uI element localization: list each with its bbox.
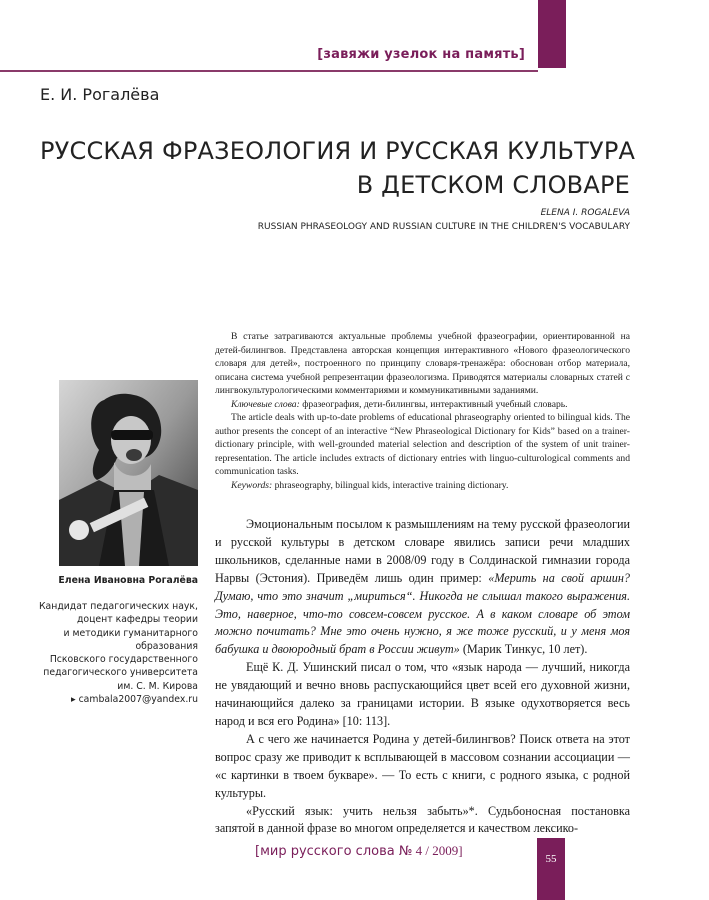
- title-line-2: В ДЕТСКОМ СЛОВАРЕ: [356, 171, 630, 199]
- author-info-line: и методики гуманитарного: [63, 627, 198, 639]
- author-info-line: образования: [135, 640, 198, 652]
- header-rule: [0, 70, 538, 72]
- page-number: 55: [545, 853, 557, 865]
- author-info-line: Псковского государственного: [49, 654, 198, 666]
- article-title: [40, 134, 636, 202]
- author-name-en: ELENA I. ROGALEVA: [540, 208, 630, 218]
- abstract-ru: В статье затрагиваются актуальные проблемы учебной фразеографии, ориентированной на детей-билингвов. Представлена авторская концепция интерактивного «Нового фразеологического словаря для детей», построенного по принципу словаря-тренажёра: обоснован отбор материала, описана система учебной репрезентации фразеологизма. Приводятся материалы словарных статей с лингвокультурологическими комментариями и коммуникативными заданиями.: [215, 331, 630, 396]
- keywords-ru: Ключевые слова: фразеография, дети-билингвы, интерактивный учебный словарь.: [231, 398, 568, 410]
- author-card-info: [35, 600, 198, 706]
- abstract: [215, 330, 630, 492]
- body-paragraph-2: Ещё К. Д. Ушинский писал о том, что «язык народа — лучший, никогда не увядающий и вечно вновь распускающийся цвет всей его духовной жизни, начинающийся далеко за границами истории. В языке одухотворяется весь народ и вся его Родина» [10: 113].: [215, 660, 630, 728]
- keywords-en: Keywords: phraseography, bilingual kids, interactive training dictionary.: [231, 479, 509, 491]
- author-info-line: Кандидат педагогических наук,: [38, 601, 198, 612]
- author-info-line: им. С. М. Кирова: [117, 680, 198, 692]
- article-title-en: RUSSIAN PHRASEOLOGY AND RUSSIAN CULTURE IN THE CHILDREN'S VOCABULARY: [257, 222, 630, 232]
- journal-footer: [255, 843, 463, 859]
- author-photo: [59, 380, 198, 566]
- author-card-name: Елена Ивановна Рогалёва: [58, 575, 198, 586]
- body-paragraph-1: Эмоциональным посылом к размышлениям на тему русской фразеологии и русской культуры в детском словаре явились записи речи младших школьников, сделанные нами в 2008/09 году в Солдинаской гимназии города Нарвы (Эстония). Приведём лишь один пример: «Мерить на свой аршин? Думаю, что это значит „мириться“. Никогда не слышал такого выражения. Это, наверное, что-то совсем-совсем русское. А в каком словаре об этом можно почитать? Мне это очень нужно, я же тоже русский, и у меня моя бабушка и двоюродный брат в России живут» (Марик Тинкус, 10 лет).: [215, 517, 630, 657]
- bottom-tab-marker: [537, 838, 565, 900]
- section-heading: [завяжи узелок на память]: [317, 47, 525, 62]
- author-photo-image: [59, 380, 198, 566]
- top-tab-marker: [538, 0, 566, 68]
- title-line-1: РУССКАЯ ФРАЗЕОЛОГИЯ И РУССКАЯ КУЛЬТУРА: [40, 137, 636, 165]
- body-paragraph-4: «Русский язык: учить нельзя забыть»*. Судьбоносная постановка запятой в данной фразе во многом определяется и качеством лексико-: [215, 803, 630, 836]
- article-body: [215, 516, 630, 838]
- abstract-en: The article deals with up-to-date problems of educational phraseography oriented to bilingual kids. The author presents the concept of an interactive “New Phraseological Dictionary for Kids” based on a trainer-dictionary principle, with well-grounded material selection and description of the system of unit trainer-representation. The article includes extracts of dictionary entries with linguo-culturological comments and communication tasks.: [215, 412, 630, 477]
- author-info-line: доцент кафедры теории: [76, 614, 198, 626]
- author-name: Е. И. Рогалёва: [40, 85, 160, 104]
- journal-issue: 4 / 2009]: [412, 843, 463, 858]
- author-info-line: педагогического университета: [43, 667, 198, 679]
- journal-name: [мир русского слова №: [255, 844, 413, 859]
- author-email[interactable]: ▸ cambala2007@yandex.ru: [70, 694, 198, 706]
- body-paragraph-3: А с чего же начинается Родина у детей-билингвов? Поиск ответа на этот вопрос сразу же приводит к всплывающей в массовом сознании ассоциации — «с картинки в твоем букваре». — То есть с книги, с родного языка, с родной культуры.: [215, 731, 630, 800]
